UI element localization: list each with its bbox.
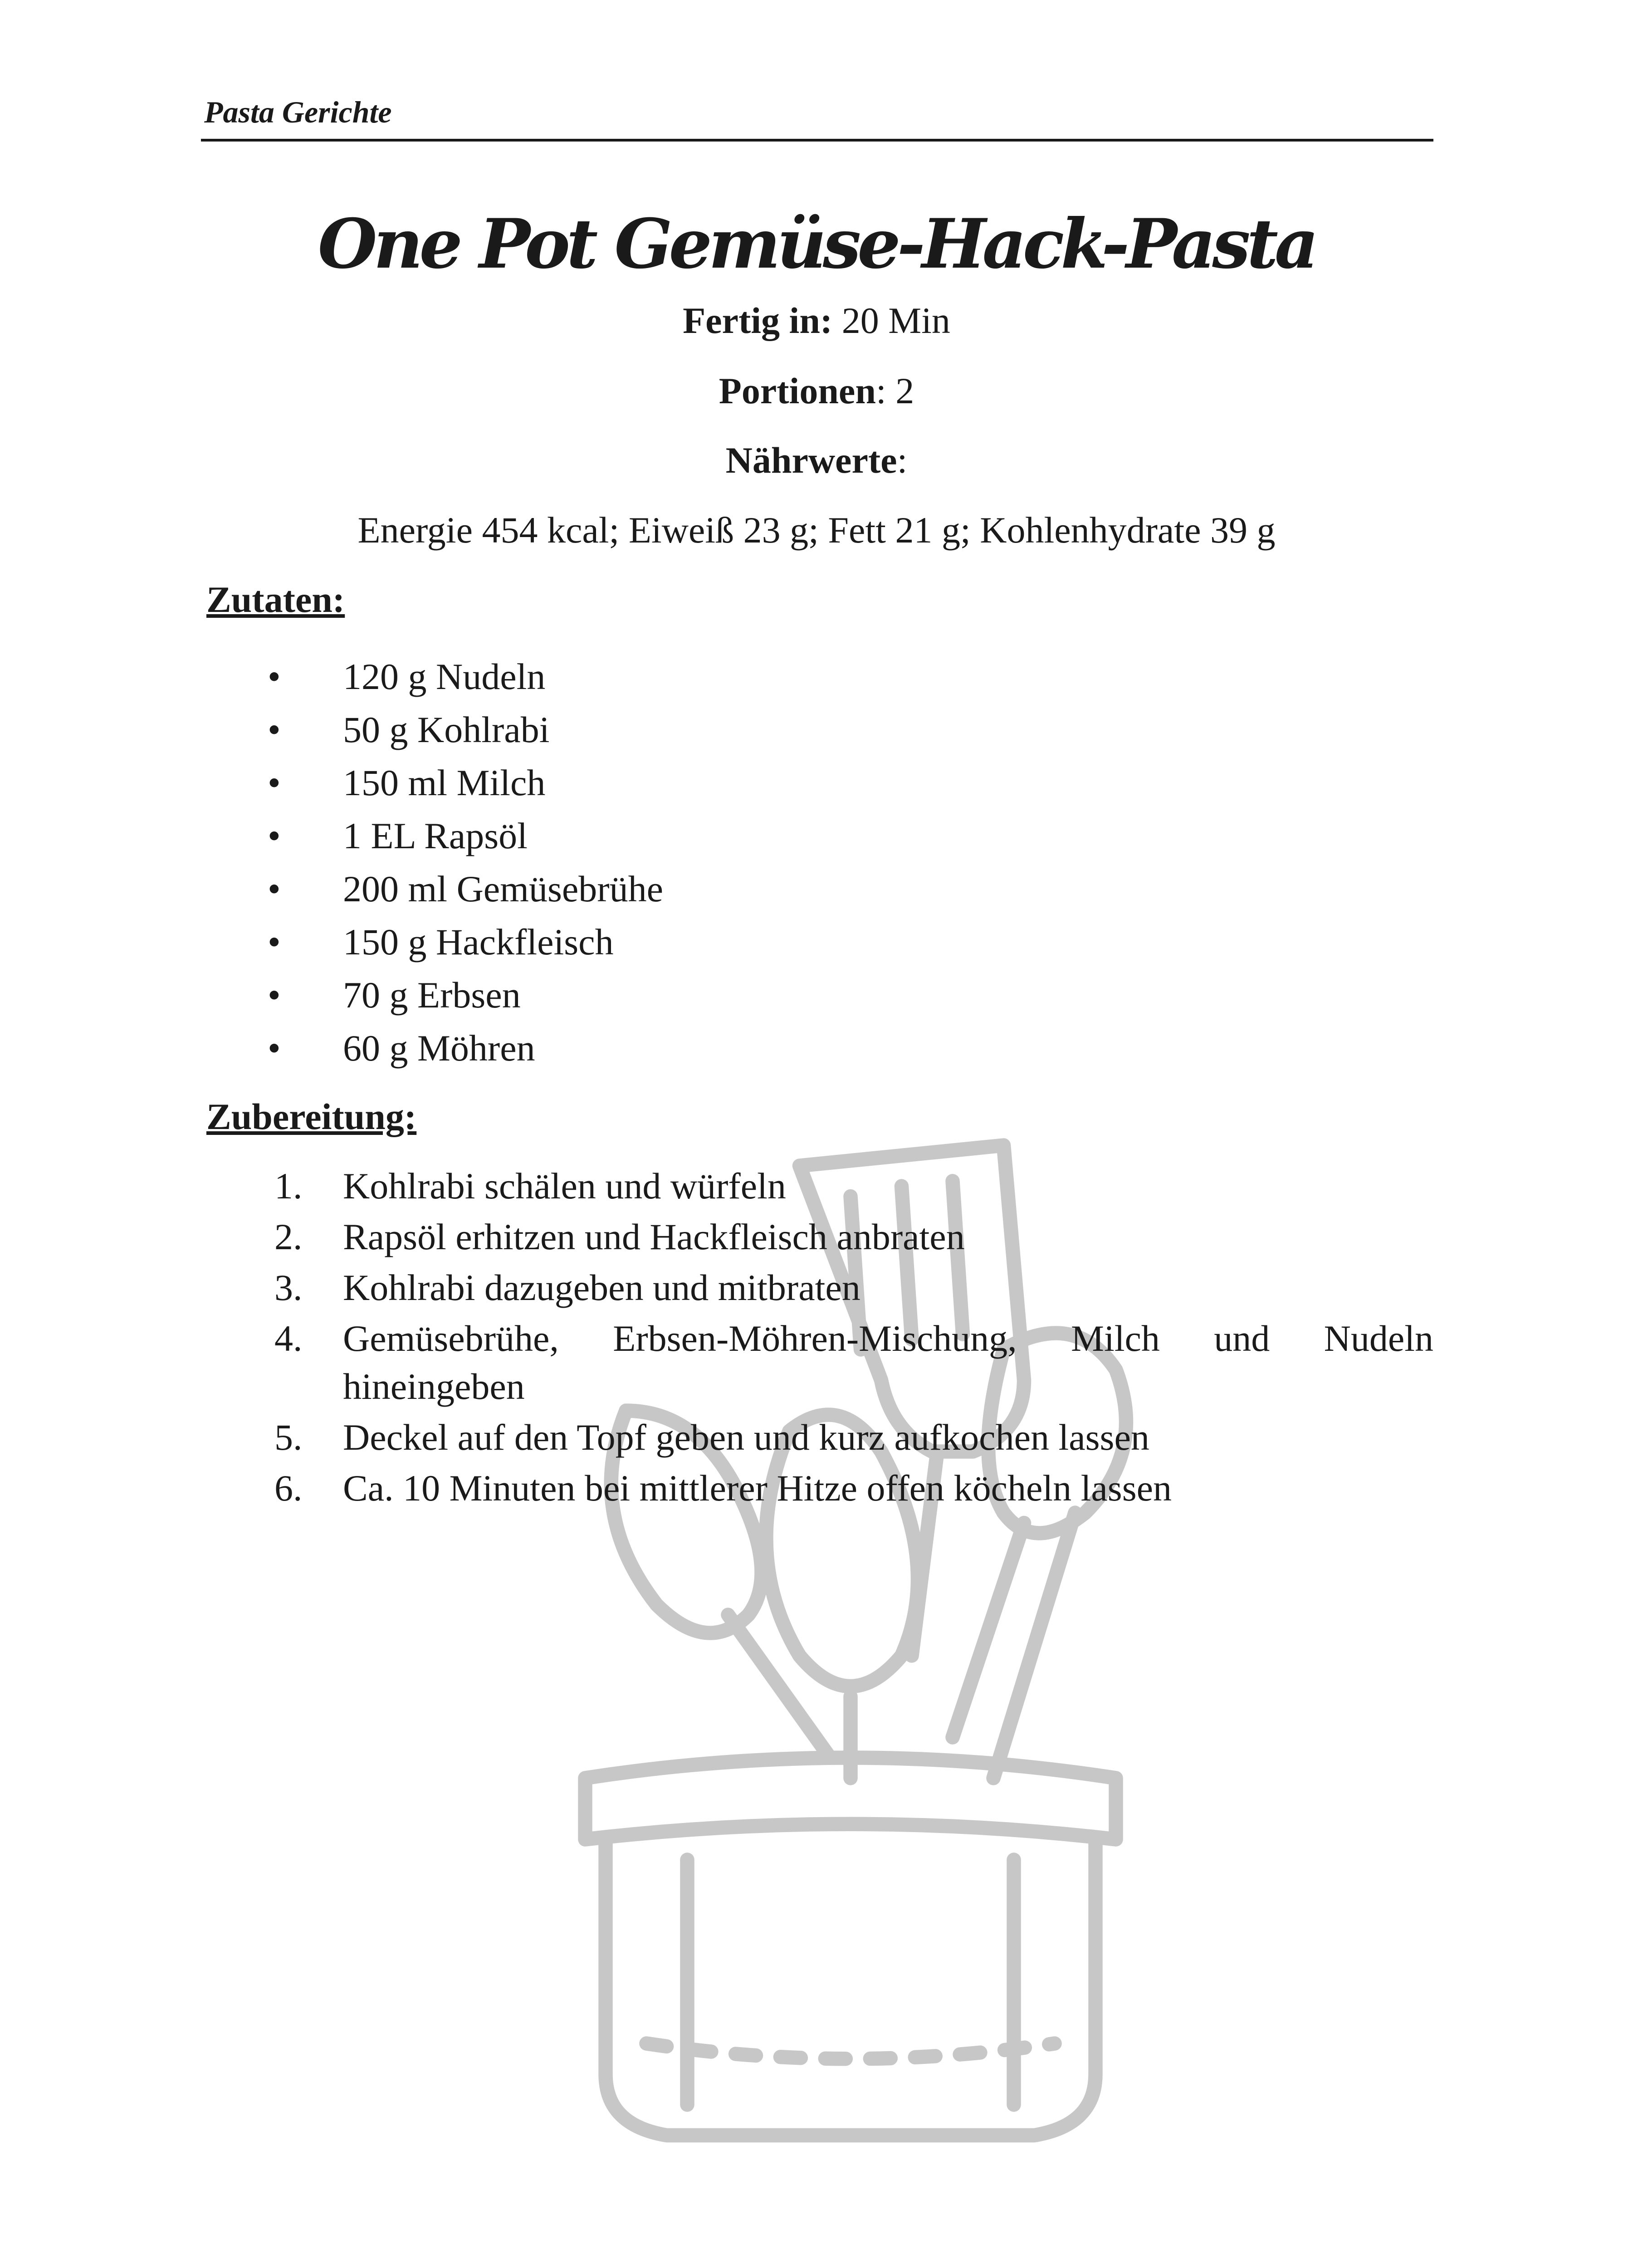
step-text: Kohlrabi schälen und würfeln bbox=[343, 1165, 786, 1207]
ingredient-text: 150 g Hackfleisch bbox=[343, 921, 614, 963]
bullet: • bbox=[268, 974, 281, 1016]
bullet: • bbox=[268, 921, 281, 963]
bullet: • bbox=[268, 709, 281, 750]
ready-value: 20 Min bbox=[832, 300, 950, 341]
step-number: 4. bbox=[274, 1318, 303, 1359]
recipe-title: One Pot Gemüse-Hack-Pasta bbox=[318, 204, 1315, 284]
step-text: Kohlrabi dazugeben und mitbraten bbox=[343, 1267, 861, 1308]
portions bbox=[0, 370, 1633, 412]
bullet: • bbox=[268, 868, 281, 909]
step-text: Gemüsebrühe, Erbsen-Möhren-Mischung, Milch und Nudeln bbox=[343, 1318, 1433, 1359]
ingredient-text: 200 ml Gemüsebrühe bbox=[343, 868, 663, 909]
nutrition-label: Nährwerte bbox=[725, 440, 897, 481]
step-text: Rapsöl erhitzen und Hackfleisch anbraten bbox=[343, 1216, 965, 1257]
nutrition-colon: : bbox=[897, 440, 908, 481]
step-number: 5. bbox=[274, 1417, 303, 1458]
portions-value: : 2 bbox=[875, 370, 914, 411]
step-text: Ca. 10 Minuten bei mittlerer Hitze offen köcheln lassen bbox=[343, 1467, 1172, 1509]
preparation-heading: Zubereitung: bbox=[206, 1096, 417, 1137]
portions-label: Portionen bbox=[719, 370, 876, 411]
bullet: • bbox=[268, 815, 281, 856]
header-divider bbox=[201, 139, 1433, 142]
nutrition-heading bbox=[0, 439, 1633, 482]
ingredient-text: 60 g Möhren bbox=[343, 1027, 535, 1069]
ingredient-text: 1 EL Rapsöl bbox=[343, 815, 528, 856]
ingredient-text: 50 g Kohlrabi bbox=[343, 709, 550, 750]
step-text: Deckel auf den Topf geben und kurz aufkochen lassen bbox=[343, 1417, 1149, 1458]
bullet: • bbox=[268, 762, 281, 803]
ready-label: Fertig in: bbox=[683, 300, 833, 341]
step-number: 3. bbox=[274, 1267, 303, 1308]
step-text-continued: hineingeben bbox=[343, 1366, 525, 1407]
step-number: 2. bbox=[274, 1216, 303, 1257]
ingredient-text: 150 ml Milch bbox=[343, 762, 546, 803]
bullet: • bbox=[268, 656, 281, 697]
ready-time bbox=[0, 299, 1633, 342]
nutrition-values: Energie 454 kcal; Eiweiß 23 g; Fett 21 g; Kohlenhydrate 39 g bbox=[357, 509, 1276, 551]
ingredient-text: 120 g Nudeln bbox=[343, 656, 546, 697]
step-number: 1. bbox=[274, 1165, 303, 1207]
running-header: Pasta Gerichte bbox=[204, 95, 392, 129]
bullet: • bbox=[268, 1027, 281, 1069]
step-number: 6. bbox=[274, 1467, 303, 1509]
ingredients-heading: Zutaten: bbox=[206, 579, 345, 620]
ingredient-text: 70 g Erbsen bbox=[343, 974, 521, 1016]
